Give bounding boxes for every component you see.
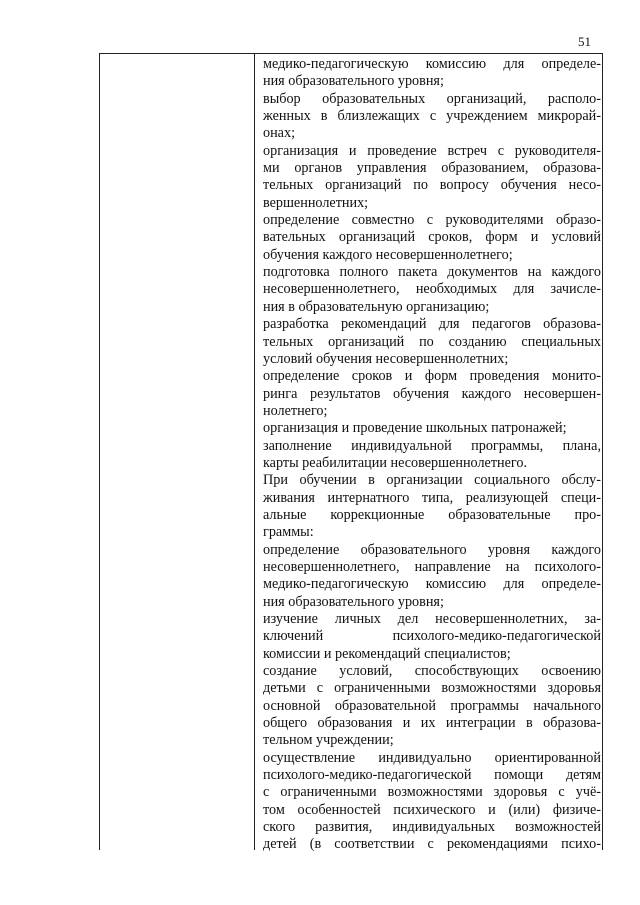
text-line: ми органов управления образованием, образова- (263, 160, 601, 177)
text-line: граммы: (263, 524, 314, 541)
text-line: ринга результатов обучения каждого несовершен- (263, 385, 601, 402)
text-line: детьми с ограниченными возможностями здоровья (263, 680, 601, 697)
text-line: медико-педагогическую комиссию для определе- (263, 576, 601, 593)
text-line: ния образовательного уровня; (263, 73, 444, 90)
text-line: комиссии и рекомендаций специалистов; (263, 645, 511, 662)
text-line: том особенностей психического и (или) физиче- (263, 801, 601, 818)
text-line: определение образовательного уровня каждого (263, 541, 601, 558)
text-line: медико-педагогическую комиссию для определе- (263, 56, 601, 72)
text-line: с ограниченными возможностями здоровья с учё- (263, 784, 601, 801)
text-line: психолого-медико-педагогической помощи детям (263, 767, 601, 784)
text-line: создание условий, способствующих освоению (263, 663, 601, 680)
text-line: ния в образовательную организацию; (263, 298, 490, 315)
text-line: изучение личных дел несовершеннолетних, за- (263, 611, 601, 627)
table-left-cell (100, 54, 255, 850)
table-right-cell (255, 56, 601, 854)
text-line: определение сроков и форм проведения монито- (263, 368, 601, 385)
document-table (99, 53, 603, 853)
text-line: общего образования и их интеграции в образова- (263, 715, 601, 732)
text-line: вершеннолетних; (263, 194, 369, 211)
text-line: нолетнего; (263, 402, 328, 419)
text-line: детей (в соответствии с рекомендациями психо- (263, 836, 601, 853)
text-line: определение совместно с руководителями образо- (263, 212, 601, 229)
text-line: осуществление индивидуально ориентированной (263, 749, 601, 766)
text-line: условий обучения несовершеннолетних; (263, 350, 509, 367)
text-line: несовершеннолетнего, необходимых для зачисле- (263, 281, 601, 298)
text-line: заполнение индивидуальной программы, плана, (263, 437, 601, 454)
text-line: подготовка полного пакета документов на каждого (263, 264, 601, 281)
text-line: ния образовательного уровня; (263, 593, 444, 610)
text-line: При обучении в организации социального обслу- (263, 472, 601, 489)
text-line: несовершеннолетнего, направление на психолого- (263, 558, 601, 575)
text-line: обучения каждого несовершеннолетнего; (263, 246, 513, 263)
text-line: живания интернатного типа, реализующей специ- (263, 489, 601, 506)
text-line: организация и проведение встреч с руководителя- (263, 142, 601, 159)
text-line: альные коррекционные образовательные про- (263, 506, 601, 523)
text-line: организация и проведение школьных патронажей; (263, 420, 567, 437)
text-line: женных в близлежащих с учреждением микрорай- (263, 108, 601, 125)
text-line: основной образовательной программы начального (263, 697, 601, 714)
text-line: тельном учреждении; (263, 732, 394, 749)
text-line: тельных организаций по созданию специальных (263, 333, 601, 350)
text-line: карты реабилитации несовершеннолетнего. (263, 454, 528, 471)
page-number: 51 (578, 34, 591, 49)
text-line: выбор образовательных организаций, располо- (263, 90, 601, 107)
text-line: тельных организаций по вопросу обучения несо- (263, 177, 601, 194)
text-line: ключений психолого-медико-педагогической (263, 628, 601, 645)
text-line: ского развития, индивидуальных возможностей (263, 819, 601, 836)
text-line: онах; (263, 125, 296, 142)
text-line: вательных организаций сроков, форм и условий (263, 229, 601, 246)
text-line: разработка рекомендаций для педагогов образова- (263, 316, 601, 333)
